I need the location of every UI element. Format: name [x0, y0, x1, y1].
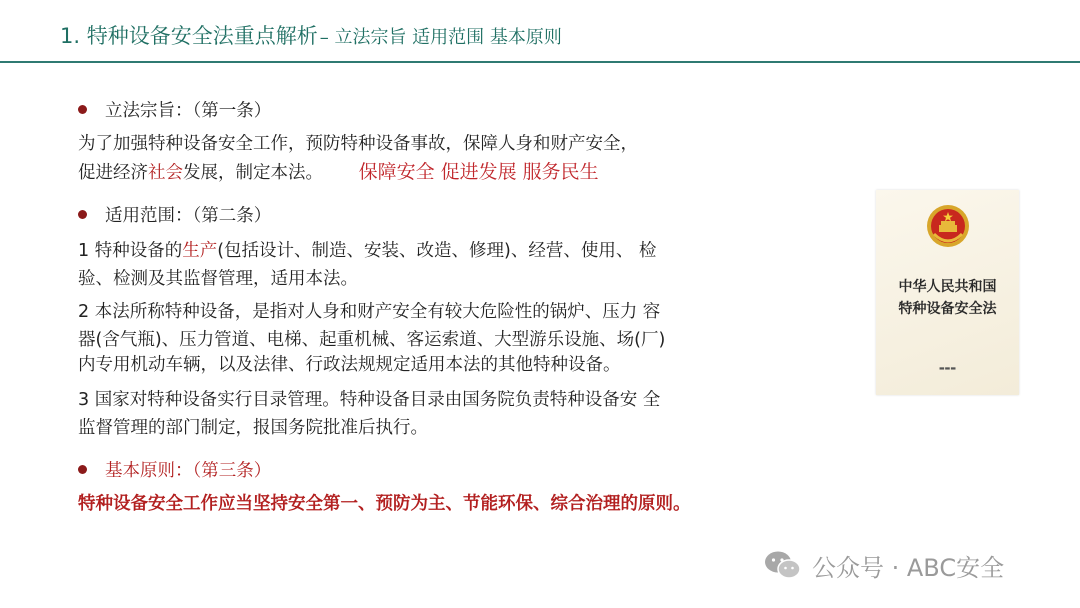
- section1-line2-a: 促进经济: [78, 163, 148, 183]
- section2-p3-line2: 监督管理的部门制定，报国务院批准后执行。: [78, 418, 428, 438]
- section2-p1-a: 1 特种设备的: [78, 241, 183, 261]
- section1-line2-c: 发展，制定本法。: [183, 163, 323, 183]
- section1-line1: 为了加强特种设备安全工作，预防特种设备事故，保障人身和财产安全，: [78, 134, 638, 154]
- section3-text: 特种设备安全工作应当坚持安全第一、预防为主、节能环保、综合治理的原则。: [78, 494, 691, 514]
- bullet-icon: [78, 105, 87, 114]
- section2-p1-line2: 验、检测及其监督管理，适用本法。: [78, 269, 358, 289]
- section2-p2-line1: 2 本法所称特种设备，是指对人身和财产安全有较大危险性的锅炉、压力 容: [78, 302, 661, 322]
- watermark: [764, 548, 1004, 582]
- section2-p3-line1: 3 国家对特种设备实行目录管理。特种设备目录由国务院负责特种设备安 全: [78, 390, 661, 410]
- section2-p1-production: 生产: [182, 241, 218, 261]
- section1-highlight: 保障安全 促进发展 服务民生: [358, 161, 599, 183]
- bullet-icon: [78, 465, 87, 474]
- bullet-icon: [78, 210, 87, 219]
- page-subtitle: – 立法宗旨 适用范围 基本原则: [319, 27, 562, 48]
- page-title: 1. 特种设备安全法重点解析: [60, 24, 318, 48]
- section2-p2-line2: 器(含气瓶)、压力管道、电梯、起重机械、客运索道、大型游乐设施、场(厂): [78, 330, 666, 350]
- law-book-cover: [876, 190, 1019, 395]
- title-divider: [0, 61, 1080, 63]
- book-publisher: ▬▬▬: [938, 365, 956, 372]
- book-title-line2: 特种设备安全法: [898, 301, 997, 317]
- section2-p1-c: (包括设计、制造、安装、改造、修理)、经营、使用、 检: [217, 241, 657, 261]
- wechat-icon: [764, 550, 802, 580]
- section1-line2-social: 社会: [148, 163, 183, 183]
- section3-heading: 基本原则：（第三条）: [105, 461, 272, 481]
- section2-heading: 适用范围：（第二条）: [105, 206, 272, 226]
- title-bar: [60, 20, 562, 56]
- national-emblem-icon: [926, 204, 970, 248]
- section1-line2: [78, 159, 599, 186]
- section3-heading-row: [78, 458, 271, 484]
- watermark-text: 公众号 · ABC安全: [812, 553, 1005, 582]
- book-title-line1: 中华人民共和国: [898, 279, 997, 295]
- section2-p1-line1: [78, 238, 656, 264]
- section1-heading: 立法宗旨：（第一条）: [105, 101, 272, 121]
- section2-heading-row: [78, 203, 271, 229]
- section1-heading-row: [78, 98, 271, 124]
- section2-p2-line3: 内专用机动车辆，以及法律、行政法规规定适用本法的其他特种设备。: [78, 355, 621, 375]
